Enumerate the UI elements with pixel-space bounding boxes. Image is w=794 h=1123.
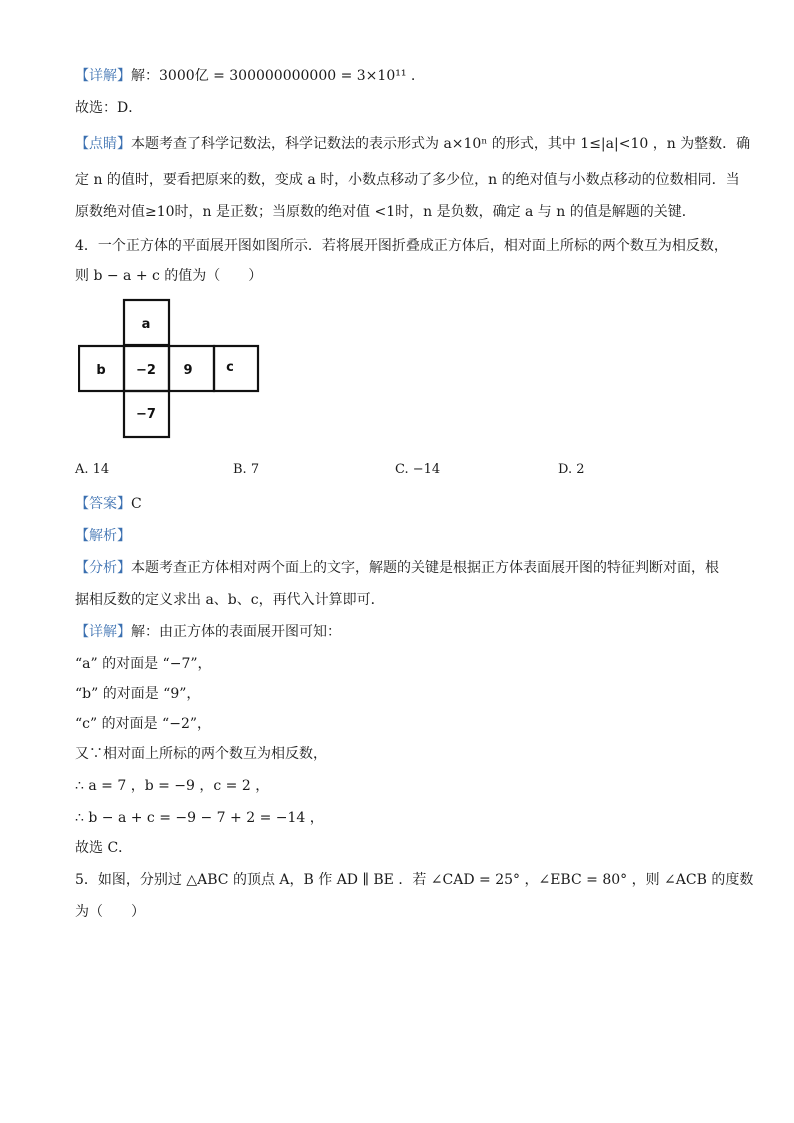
detail-label: 【详解】: [75, 68, 131, 84]
q5-stem-line1: 5．如图，分别过 △ABC 的顶点 A，B 作 AD ∥ BE ．若 ∠CAD = 25° ，∠EBC = 80° ，则 ∠ACB 的度数: [75, 872, 754, 888]
prev-comment-line2: 定 n 的值时，要看把原来的数，变成 a 时，小数点移动了多少位，n 的绝对值与小数点移动的位数相同．当: [75, 172, 740, 188]
net-label-9: 9: [183, 363, 193, 378]
q5-stem-line2: 为（ ）: [75, 904, 145, 920]
prev-choose: 故选：D．: [75, 100, 143, 116]
net-face-right2: [214, 346, 258, 391]
answer-label: 【答案】: [75, 496, 131, 512]
q4-analysis-label: 【解析】: [75, 528, 131, 544]
net-label-bottom: −7: [136, 407, 156, 422]
q4-detail-line7: ∴ b − a + c = −9 − 7 + 2 = −14 ，: [75, 810, 324, 826]
q4-detail-label: 【详解】: [75, 624, 131, 640]
q4-detail-line1: [75, 622, 341, 642]
choice-a: A. 14: [75, 462, 110, 477]
net-label-c: c: [226, 360, 234, 375]
net-label-center: −2: [136, 363, 156, 378]
net-label-b: b: [96, 363, 106, 378]
q4-stem-line2: 则 b − a + c 的值为（ ）: [75, 268, 263, 284]
prev-comment-line3: 原数绝对值≥10时，n 是正数；当原数的绝对值 <1时，n 是负数，确定 a 与 n 的值是解题的关键．: [75, 204, 696, 220]
choice-b: B. 7: [233, 462, 260, 477]
cube-net-figure: [78, 298, 260, 442]
q4-detail-line2: “a” 的对面是 “−7”，: [75, 656, 212, 672]
detail-text: 解：3000亿 = 300000000000 = 3×10¹¹ .: [131, 68, 416, 84]
q4-stem-line1: 4．一个正方体的平面展开图如图所示．若将展开图折叠成正方体后，相对面上所标的两个数互为相反数，: [75, 238, 728, 254]
q4-analyze-line1: [75, 558, 719, 578]
q4-detail-line3: “b” 的对面是 “9”，: [75, 686, 201, 702]
q4-detail-text-1: 解：由正方体的表面展开图可知：: [131, 624, 341, 640]
prev-detail: [75, 66, 415, 86]
q4-choose: 故选 C．: [75, 840, 133, 856]
q4-detail-line5: 又∵相对面上所标的两个数互为相反数，: [75, 746, 327, 762]
net-label-a: a: [141, 317, 151, 332]
comment-text-1: 本题考查了科学记数法，科学记数法的表示形式为 a×10ⁿ 的形式，其中 1≤|a|<10 ，n 为整数．确: [131, 136, 751, 152]
choice-c: C. −14: [395, 462, 441, 477]
analyze-label: 【分析】: [75, 560, 131, 576]
comment-label: 【点睛】: [75, 136, 131, 152]
analyze-text-1: 本题考查正方体相对两个面上的文字，解题的关键是根据正方体表面展开图的特征判断对面，根: [131, 560, 719, 576]
prev-comment-line1: [75, 134, 750, 154]
choice-d: D. 2: [558, 462, 585, 477]
answer-value: C: [131, 496, 142, 512]
q4-analyze-line2: 据相反数的定义求出 a、b、c，再代入计算即可．: [75, 592, 385, 608]
q4-detail-line4: “c” 的对面是 “−2”，: [75, 716, 212, 732]
q4-answer: [75, 494, 142, 514]
q4-detail-line6: ∴ a = 7 ，b = −9 ，c = 2 ，: [75, 778, 270, 794]
